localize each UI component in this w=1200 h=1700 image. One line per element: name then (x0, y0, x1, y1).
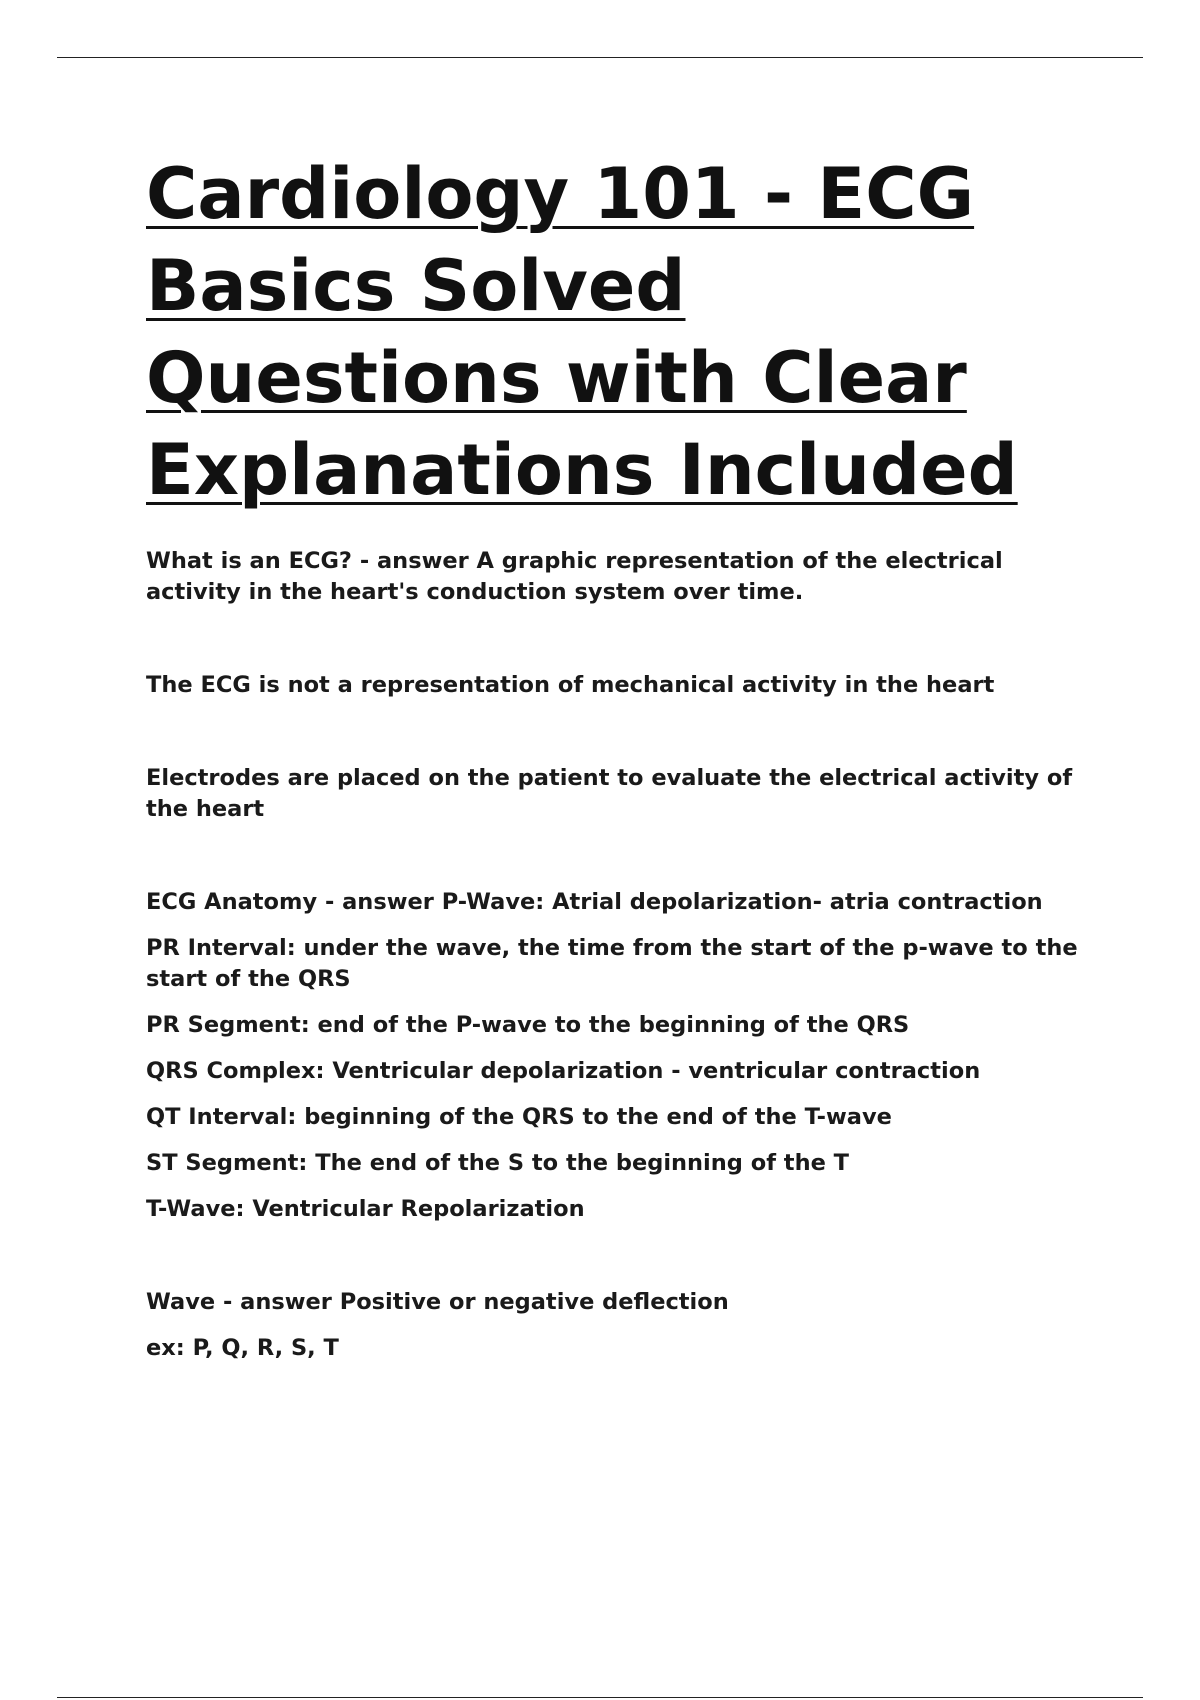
paragraph-electrodes: Electrodes are placed on the patient to evaluate the electrical activity of the heart (146, 765, 1073, 822)
paragraph-pr-interval: PR Interval: under the wave, the time from the start of the p-wave to the start of the QRS (146, 935, 1078, 992)
paragraph-what-is-ecg: What is an ECG? - answer A graphic representation of the electrical activity in the heart's conduction system over time. (146, 548, 1003, 605)
top-divider (57, 57, 1143, 58)
document-body (146, 148, 1086, 1364)
paragraph-wave: Wave - answer Positive or negative deflection (146, 1289, 729, 1315)
paragraph-st-segment: ST Segment: The end of the S to the beginning of the T (146, 1150, 850, 1176)
bottom-divider (57, 1697, 1143, 1698)
document-title: Cardiology 101 - ECG Basics Solved Questions with Clear Explanations Included (146, 153, 1018, 511)
paragraph-qt-interval: QT Interval: beginning of the QRS to the end of the T-wave (146, 1104, 892, 1130)
paragraph-ecg-anatomy: ECG Anatomy - answer P-Wave: Atrial depolarization- atria contraction (146, 889, 1043, 915)
paragraph-wave-examples: ex: P, Q, R, S, T (146, 1335, 339, 1361)
paragraph-pr-segment: PR Segment: end of the P-wave to the beginning of the QRS (146, 1012, 910, 1038)
paragraph-not-mechanical: The ECG is not a representation of mechanical activity in the heart (146, 672, 995, 698)
paragraph-qrs-complex: QRS Complex: Ventricular depolarization - ventricular contraction (146, 1058, 981, 1084)
paragraph-t-wave: T-Wave: Ventricular Repolarization (146, 1196, 585, 1222)
